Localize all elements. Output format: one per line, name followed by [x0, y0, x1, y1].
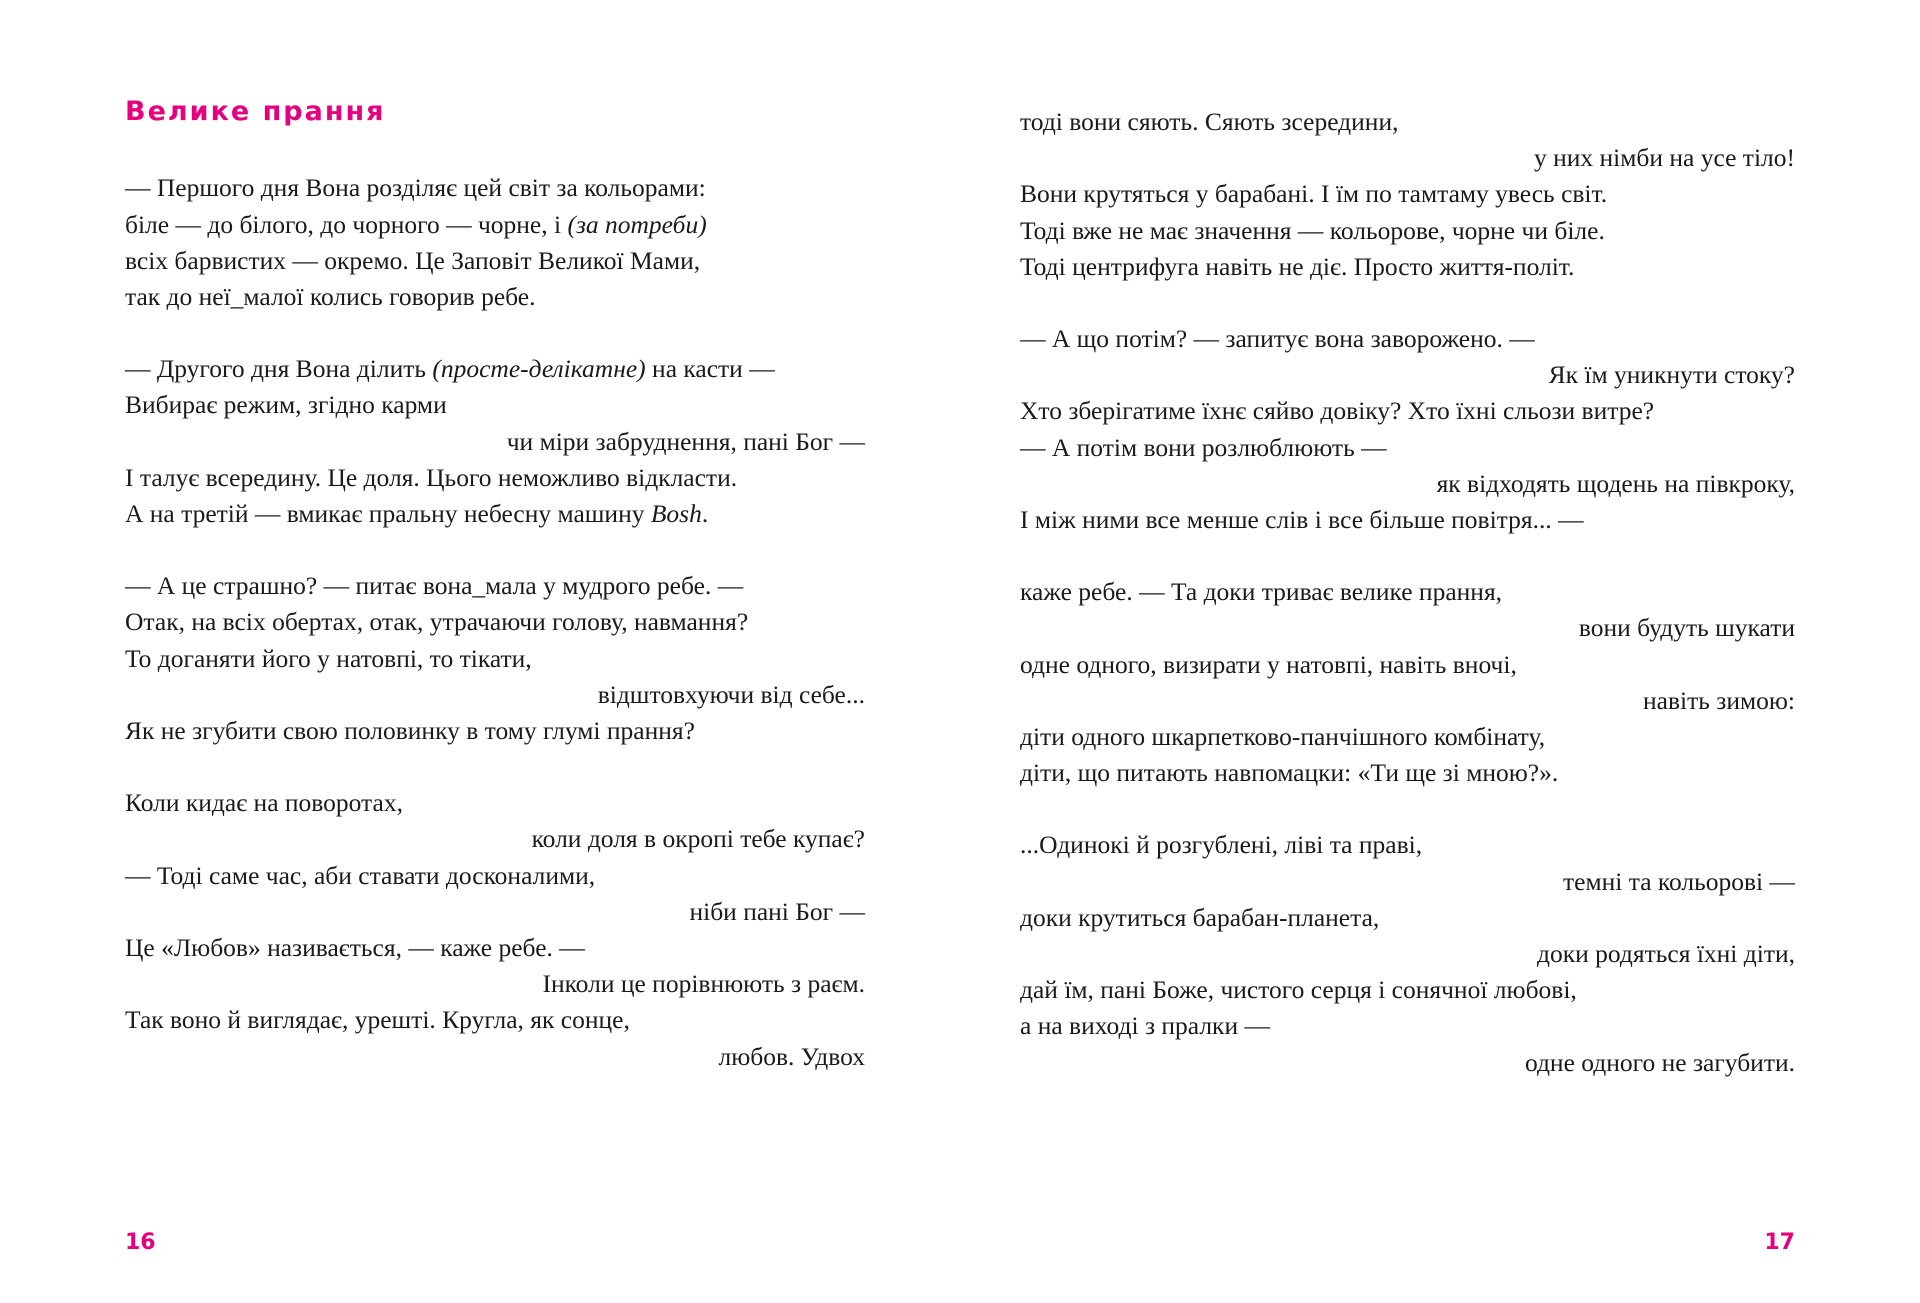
- page-title: Велике прання: [125, 96, 386, 127]
- stanza: [125, 785, 865, 1075]
- poem-line: Як не згубити свою половинку в тому глумі прання?: [125, 716, 695, 746]
- right-page-top-spacer: [1020, 96, 1795, 104]
- stanza: [125, 351, 865, 532]
- poem-line: І між ними все менше слів і все більше повітря... —: [1020, 505, 1584, 535]
- poem-line: у них німби на усе тіло!: [1533, 143, 1795, 173]
- poem-line: — Другого дня Вона ділить (просте-делікатне) на касти —: [125, 354, 775, 384]
- poem-line: вони будуть шукати: [1578, 613, 1795, 643]
- poem-line: — Тоді саме час, аби ставати досконалими,: [125, 860, 596, 890]
- poem-line: Тоді вже не має значення — кольорове, чорне чи біле.: [1020, 215, 1605, 245]
- poem-line: — Першого дня Вона розділяє цей світ за кольорами:: [125, 173, 706, 203]
- poem-line: діти одного шкарпетково-панчішного комбінату,: [1020, 722, 1546, 752]
- poem-line: Вони крутяться у барабані. І їм по тамтаму увесь світ.: [1020, 179, 1608, 209]
- poem-line: чи міри забруднення, пані Бог —: [506, 426, 865, 456]
- poem-line: дай їм, пані Боже, чистого серця і сонячної любові,: [1020, 975, 1577, 1005]
- page-number-right: 17: [1764, 1230, 1795, 1255]
- stanza: [125, 170, 865, 315]
- poem-line: І талує всередину. Це доля. Цього неможливо відкласти.: [125, 462, 738, 492]
- page-right: [960, 0, 1920, 1303]
- poem-line: ніби пані Бог —: [689, 896, 865, 926]
- page-number-left: 16: [125, 1230, 156, 1255]
- poem-line: — А що потім? — запитує вона заворожено. —: [1020, 324, 1535, 354]
- poem-line: любов. Удвох: [718, 1041, 865, 1071]
- poem-line: всіх барвистих — окремо. Це Заповіт Великої Мами,: [125, 245, 701, 275]
- poem-line: каже ребе. — Та доки триває велике прання,: [1020, 577, 1503, 607]
- poem-line: як відходять щодень на півкроку,: [1436, 468, 1795, 498]
- poem-line: Так воно й виглядає, урешті. Кругла, як сонце,: [125, 1005, 630, 1035]
- poem-line: То доганяти його у натовпі, то тікати,: [125, 643, 532, 673]
- poem-line: Як їм уникнути стоку?: [1548, 360, 1795, 390]
- stanza: [1020, 104, 1795, 285]
- poem-line: так до неї_малої колись говорив ребе.: [125, 282, 536, 311]
- stanza: [1020, 321, 1795, 538]
- stanza: [1020, 574, 1795, 791]
- poem-line: діти, що питають навпомацки: «Ти ще зі мною?».: [1020, 758, 1559, 788]
- poem-body-right: [1020, 104, 1795, 1081]
- poem-line: Вибирає режим, згідно карми: [125, 390, 447, 420]
- poem-line: Інколи це порівнюють з раєм.: [542, 969, 865, 999]
- poem-line-emphasis: (за потреби): [567, 209, 707, 239]
- poem-line: темні та кольорові —: [1563, 866, 1795, 896]
- poem-line: коли доля в окропі тебе купає?: [531, 824, 865, 854]
- poem-line: доки родяться їхні діти,: [1537, 939, 1795, 969]
- poem-line: Коли кидає на поворотах,: [125, 788, 403, 818]
- poem-line: навіть зимою:: [1643, 685, 1795, 715]
- poem-line: одне одного не загубити.: [1524, 1047, 1795, 1077]
- poem-line: біле — до білого, до чорного — чорне, і (за потреби): [125, 209, 707, 239]
- poem-body-left: [125, 170, 865, 1074]
- stanza: [1020, 827, 1795, 1080]
- poem-line: — А потім вони розлюблюють —: [1020, 432, 1387, 462]
- poem-line: — А це страшно? — питає вона_мала у мудрого ребе. —: [125, 571, 744, 601]
- stanza: [125, 568, 865, 749]
- poem-line: Тоді центрифуга навіть не діє. Просто життя-політ.: [1020, 251, 1575, 281]
- poem-line: Хто зберігатиме їхнє сяйво довіку? Хто їхні сльози витре?: [1020, 396, 1655, 426]
- poem-line: одне одного, визирати у натовпі, навіть вночі,: [1020, 649, 1517, 679]
- poem-line: а на виході з пралки —: [1020, 1011, 1270, 1041]
- poem-line: А на третій — вмикає пральну небесну машину Bosh.: [125, 499, 709, 529]
- poem-line: доки крутиться барабан-планета,: [1020, 902, 1380, 932]
- poem-line: відштовхуючи від себе...: [597, 679, 865, 709]
- poem-line: Отак, на всіх обертах, отак, утрачаючи голову, навмання?: [125, 607, 749, 637]
- poem-line: Це «Любов» називається, — каже ребе. —: [125, 933, 585, 963]
- poem-line-emphasis: (просте-делікатне): [432, 354, 646, 384]
- poem-line: тоді вони сяють. Сяють зсередини,: [1020, 107, 1399, 136]
- poem-line-emphasis: Bosh: [650, 499, 702, 529]
- poem-line: ...Одинокі й розгублені, ліві та праві,: [1020, 830, 1423, 860]
